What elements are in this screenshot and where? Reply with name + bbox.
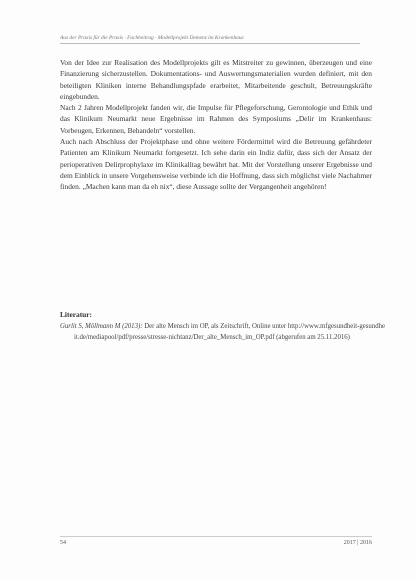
footer-divider bbox=[60, 536, 372, 537]
literature-entry bbox=[60, 322, 386, 343]
issue-label: 2017 | 2016 bbox=[343, 540, 372, 546]
paragraph-2: Nach 2 Jahren Modellprojekt fanden wir, die Impulse für Pflegeforschung, Gerontologie und Ethik und das Klinikum Neumarkt neue Ergebnisse im Rahmen des Symposiums „Delir im Krankenhaus: Vorbeugen, Erkennen, Behandeln“ vorstellen. bbox=[60, 103, 372, 135]
running-header: Aus der Praxis für die Praxis · Fachbeitrag · Modellprojekt Demenz im Krankenhaus bbox=[60, 35, 360, 44]
literature-url[interactable]: http://www.mfgesundheit-gesundheit.de/mediapool/pdf/presse/stresse-nichtanz/Der_alte_Mensch_im_OP.pdf bbox=[74, 323, 386, 341]
paragraph-3: Auch nach Abschluss der Projektphase und ohne weitere Fördermittel wird die Betreuung gefährdeter Patienten am Klinikum Neumarkt fortgesetzt. Ich sehe darin ein Indiz dafür, dass sich der Ansatz der perioperativen Delirprophylaxe im Klinikalltag bewährt hat. Mit der Vorstellung unserer Ergebnisse und dem Einblick in unsere Vorgehensweise verbinde ich die Hoffnung, dass sich möglichst viele Nachahmer finden. „Machen kann man da eh nix“, diese Aussage sollte der Vergangenheit angehören! bbox=[60, 137, 372, 192]
literature-author: Gurlit S, Möllmann M (2013): bbox=[60, 323, 143, 330]
page-number: 54 bbox=[60, 540, 66, 546]
literature-heading: Literatur: bbox=[60, 310, 93, 319]
body-text bbox=[60, 57, 372, 193]
paragraph-1: Von der Idee zur Realisation des Modellprojekts gilt es Mitstreiter zu gewinnen, überzeugen und eine Finanzierung sicherzustellen. Dokumentations- und Auswertungsmaterialien wurden definiert, mit den beteiligten Kliniken interne Behandlungspfade erarbeitet, Mitarbeitende geschult, Betreuungskräfte eingebunden. bbox=[60, 58, 372, 101]
literature-title: Der alte Mensch im OP, als Zeitschrift, Online unter bbox=[144, 323, 287, 330]
literature-accessed: (abgerufen am 25.11.2016) bbox=[276, 333, 350, 341]
